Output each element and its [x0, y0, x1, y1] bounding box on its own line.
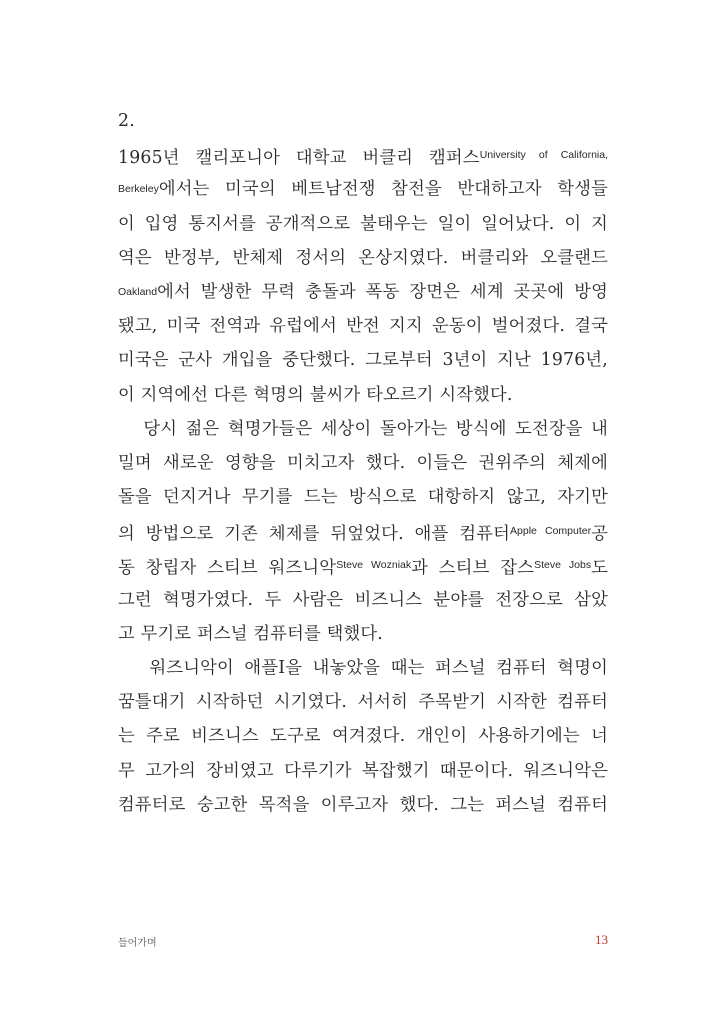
- text-line: [118, 309, 608, 343]
- page-number: 13: [595, 932, 608, 947]
- text-segment: 동 창립자 스티브 워즈니악: [118, 558, 337, 579]
- text-segment: 는 주로 비즈니스 도구로 여겨졌다. 개인이 사용하기에는 너: [118, 726, 608, 747]
- text-line: [118, 343, 608, 377]
- text-segment: 꿈틀대기 시작하던 시기였다. 서서히 주목받기 시작한 컴퓨터: [118, 692, 608, 713]
- text-segment: 컴퓨터로 숭고한 목적을 이루고자 했다. 그는 퍼스널 컴퓨터: [118, 794, 608, 815]
- text-segment: 워즈니악이 애플I을 내놓았을 때는 퍼스널 컴퓨터 혁명이: [118, 658, 608, 678]
- text-line: [118, 514, 608, 548]
- text-line: [118, 446, 608, 480]
- english-gloss: Steve Jobs: [534, 559, 592, 572]
- english-gloss: Oakland: [118, 285, 158, 298]
- text-line: [118, 788, 608, 822]
- text-segment: 고 무기로 퍼스널 컴퓨터를 택했다.: [118, 623, 383, 644]
- text-line: [118, 754, 608, 788]
- text-segment: 에서는 미국의 베트남전쟁 참전을 반대하고자 학생들: [158, 179, 608, 200]
- text-segment: 도: [591, 558, 609, 579]
- text-line: [118, 548, 608, 582]
- text-segment: 이 입영 통지서를 공개적으로 불태우는 일이 일어났다. 이 지: [118, 213, 608, 234]
- text-segment: 밀며 새로운 영향을 미치고자 했다. 이들은 권위주의 체제에: [118, 452, 608, 473]
- text-line: [118, 651, 608, 685]
- text-segment: 역은 반정부, 반체제 정서의 온상지였다. 버클리와 오클랜드: [118, 247, 608, 268]
- text-line: [118, 617, 608, 651]
- text-segment: 그런 혁명가였다. 두 사람은 비즈니스 분야를 전장으로 삼았: [118, 589, 608, 610]
- running-footer-title: 들어가며: [118, 938, 157, 949]
- body-text: [118, 104, 608, 822]
- text-segment: 에서 발생한 무력 충돌과 폭동 장면은 세계 곳곳에 방영: [157, 281, 608, 302]
- english-gloss: Apple Computer: [510, 525, 592, 538]
- english-gloss: Steve Wozniak: [336, 559, 412, 572]
- text-segment: 과 스티브 잡스: [411, 558, 535, 579]
- text-segment: 미국은 군사 개입을 중단했다. 그로부터 3년이 지난 1976년,: [118, 350, 608, 371]
- text-line: [118, 275, 608, 309]
- text-segment: 1965년 캘리포니아 대학교 버클리 캠퍼스: [118, 148, 480, 169]
- text-line: [118, 685, 608, 719]
- text-line: [118, 480, 608, 514]
- text-line: [118, 378, 608, 412]
- text-segment: 됐고, 미국 전역과 유럽에서 반전 지지 운동이 벌어졌다. 결국: [118, 316, 608, 337]
- text-line: [118, 138, 608, 172]
- text-segment: 당시 젊은 혁명가들은 세상이 돌아가는 방식에 도전장을 내: [118, 418, 608, 439]
- text-line: [118, 583, 608, 617]
- english-gloss: University of California,: [479, 149, 608, 162]
- text-segment: 공: [591, 524, 608, 545]
- text-line: [118, 207, 608, 241]
- text-line: [118, 719, 608, 753]
- text-line: [118, 172, 608, 206]
- text-line: [118, 241, 608, 275]
- text-segment: 의 방법으로 기존 체제를 뒤엎었다. 애플 컴퓨터: [118, 524, 511, 545]
- section-number: 2.: [118, 111, 135, 131]
- text-segment: 돌을 던지거나 무기를 드는 방식으로 대항하지 않고, 자기만: [118, 487, 608, 508]
- text-segment: 무 고가의 장비였고 다루기가 복잡했기 때문이다. 워즈니악은: [118, 760, 608, 781]
- english-gloss: Berkeley: [118, 183, 159, 196]
- text-segment: 이 지역에선 다른 혁명의 불씨가 타오르기 시작했다.: [118, 384, 513, 405]
- text-line: [118, 412, 608, 446]
